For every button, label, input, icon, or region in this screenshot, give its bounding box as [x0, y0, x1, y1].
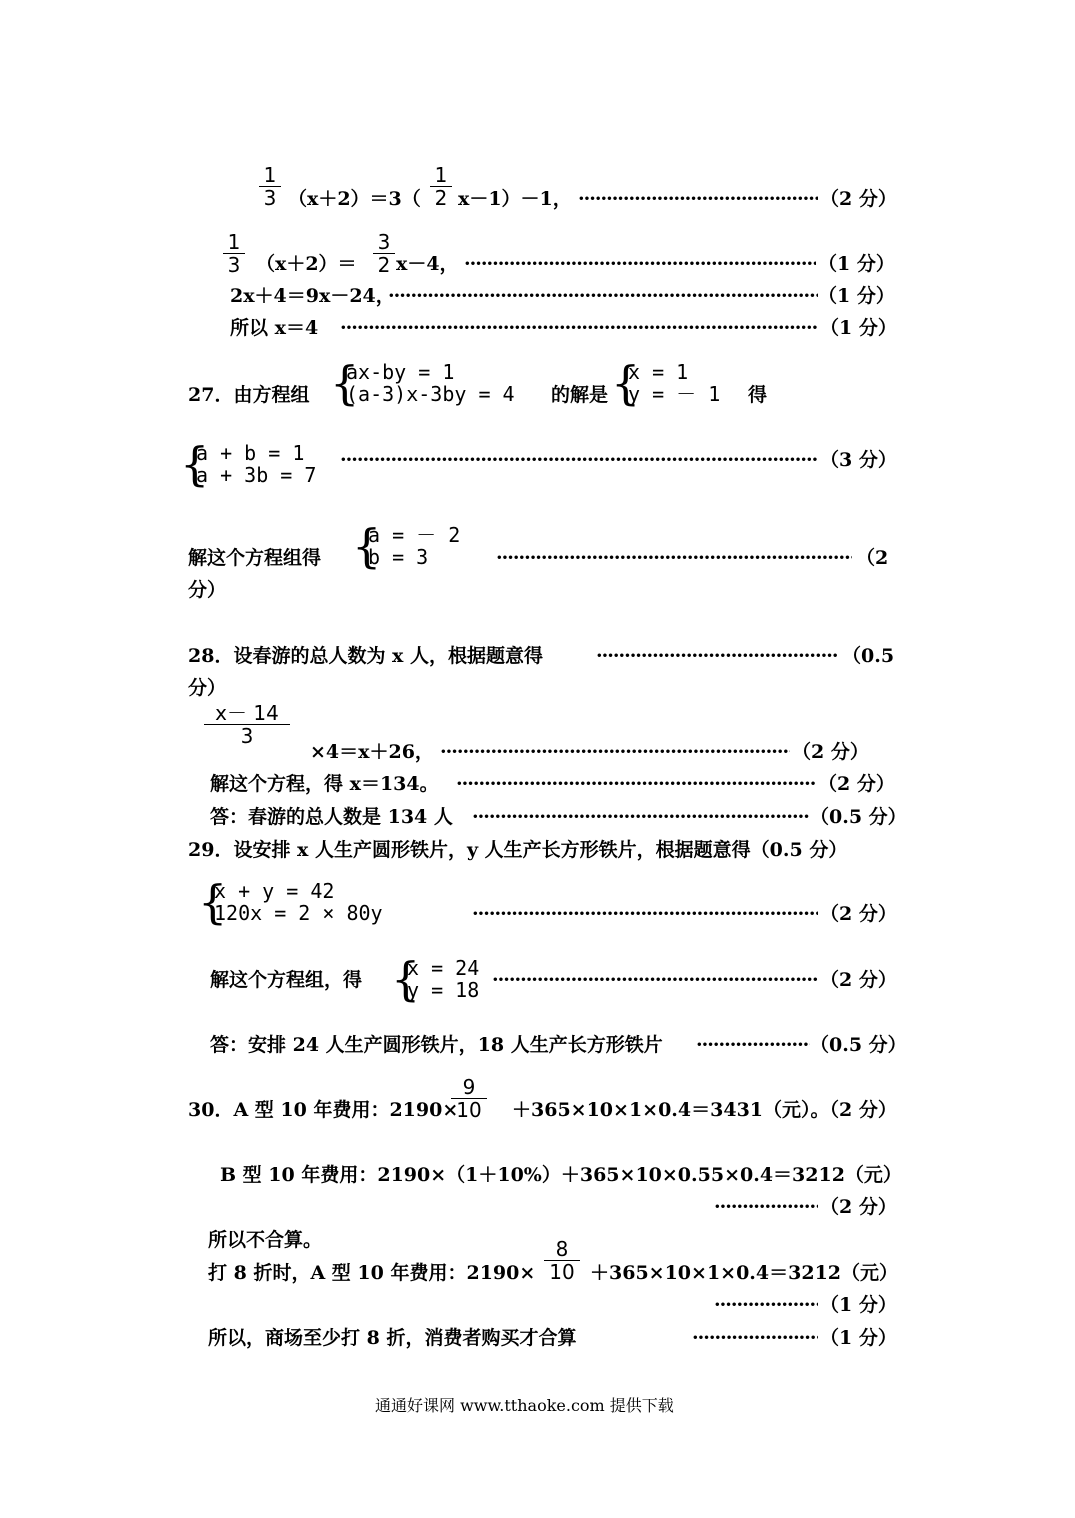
q27-get: 得 [748, 384, 768, 406]
score-label: （2 分） [820, 903, 897, 925]
fraction-one-third: 1 3 [223, 231, 245, 276]
leader-dots [578, 187, 818, 211]
equation-system: x = 1 y = － 1 [628, 360, 721, 406]
score-label: （1 分） [820, 1294, 897, 1316]
score-label: （2 分） [820, 1196, 897, 1218]
leader-dots [596, 644, 838, 668]
brace: { [352, 519, 382, 573]
brace: { [198, 875, 228, 929]
score-label: （1 分） [820, 1327, 897, 1349]
eq-line-4: 所以 x＝4 [230, 317, 319, 339]
score-label: （2 [856, 547, 889, 569]
q30-discount-cont: ＋365×10×1×0.4＝3212（元） [590, 1262, 899, 1284]
equation-system: x + y = 42 120x = 2 × 80y [214, 879, 383, 925]
equation-system: x = 24 y = 18 [407, 956, 480, 1002]
brace: { [180, 437, 210, 491]
q29-solve: 解这个方程组，得 [210, 969, 363, 991]
q30-conclusion: 所以，商场至少打 8 折，消费者购买才合算 [208, 1327, 577, 1349]
score-label-cont: 分） [188, 579, 227, 601]
score-label: （0.5 分） [810, 1034, 907, 1056]
score-label: （2 分） [792, 741, 869, 763]
equation-system: a = － 2 b = 3 [368, 523, 461, 569]
score-label: （2 分） [818, 773, 895, 795]
leader-dots [472, 805, 810, 829]
brace: { [330, 356, 360, 410]
fraction-one-half: 1 2 [430, 164, 452, 209]
brace: { [391, 952, 421, 1006]
eq-line-2b: x－4， [396, 253, 459, 275]
equation-system: ax-by = 1 (a-3)x-3by = 4 [346, 360, 515, 406]
leader-dots [440, 740, 790, 764]
leader-dots [340, 448, 818, 472]
leader-dots [464, 252, 816, 276]
leader-dots [472, 902, 818, 926]
q28-answer: 答：春游的总人数是 134 人 [210, 806, 453, 828]
q27-intro: 27．由方程组 [188, 384, 310, 406]
q30-a-type-cont: ＋365×10×1×0.4＝3431（元）。（2 分） [512, 1099, 897, 1121]
leader-dots [496, 546, 852, 570]
leader-dots [340, 316, 818, 340]
fraction-equation: x－ 14 3 [204, 702, 290, 747]
equation-system: a + b = 1 a + 3b = 7 [196, 441, 317, 487]
q27-solution-is: 的解是 [551, 384, 609, 406]
score-label: （0.5 [842, 645, 895, 667]
leader-dots [692, 1326, 818, 1350]
q29-answer: 答：安排 24 人生产圆形铁片，18 人生产长方形铁片 [210, 1034, 663, 1056]
score-label: （1 分） [820, 317, 897, 339]
fraction-three-halves: 3 2 [373, 231, 395, 276]
score-label: （1 分） [818, 285, 895, 307]
q30-b-type: B 型 10 年费用：2190×（1＋10%）＋365×10×0.55×0.4＝3212（元） [220, 1164, 902, 1186]
q30-discount: 打 8 折时，A 型 10 年费用：2190× [208, 1262, 536, 1284]
eq-line-2a: （x＋2）＝ [256, 253, 357, 275]
score-label: （1 分） [818, 253, 895, 275]
leader-dots [714, 1195, 818, 1219]
leader-dots [696, 1033, 810, 1057]
fraction-one-third: 1 3 [259, 164, 281, 209]
eq-line-3: 2x＋4＝9x－24， [230, 285, 395, 307]
score-label-cont: 分） [188, 677, 227, 699]
eq-line-1b: x－1）－1， [458, 188, 572, 210]
score-label: （3 分） [820, 449, 897, 471]
score-label: （2 分） [820, 188, 897, 210]
leader-dots [714, 1293, 818, 1317]
q29-intro: 29．设安排 x 人生产圆形铁片，y 人生产长方形铁片，根据题意得（0.5 分） [188, 839, 848, 861]
q28-intro: 28．设春游的总人数为 x 人，根据题意得 [188, 645, 543, 667]
fraction-nine-tenths: 9 10 [451, 1076, 487, 1121]
q30-a-type: 30．A 型 10 年费用：2190× [188, 1099, 459, 1121]
fraction-eight-tenths: 8 10 [544, 1238, 580, 1283]
score-label: （0.5 分） [810, 806, 907, 828]
q28-solution: 解这个方程，得 x＝134。 [210, 773, 439, 795]
score-label: （2 分） [820, 969, 897, 991]
leader-dots [456, 772, 816, 796]
brace: { [611, 356, 641, 410]
q28-equation: ×4＝x＋26， [310, 741, 434, 763]
leader-dots [492, 968, 818, 992]
eq-line-1a: （x＋2）＝3（ [288, 188, 421, 210]
q27-solve: 解这个方程组得 [188, 547, 322, 569]
page-footer: 通通好课网 www.tthaoke.com 提供下载 [375, 1396, 674, 1415]
leader-dots [388, 284, 818, 308]
q30-not-worth: 所以不合算。 [208, 1229, 323, 1251]
